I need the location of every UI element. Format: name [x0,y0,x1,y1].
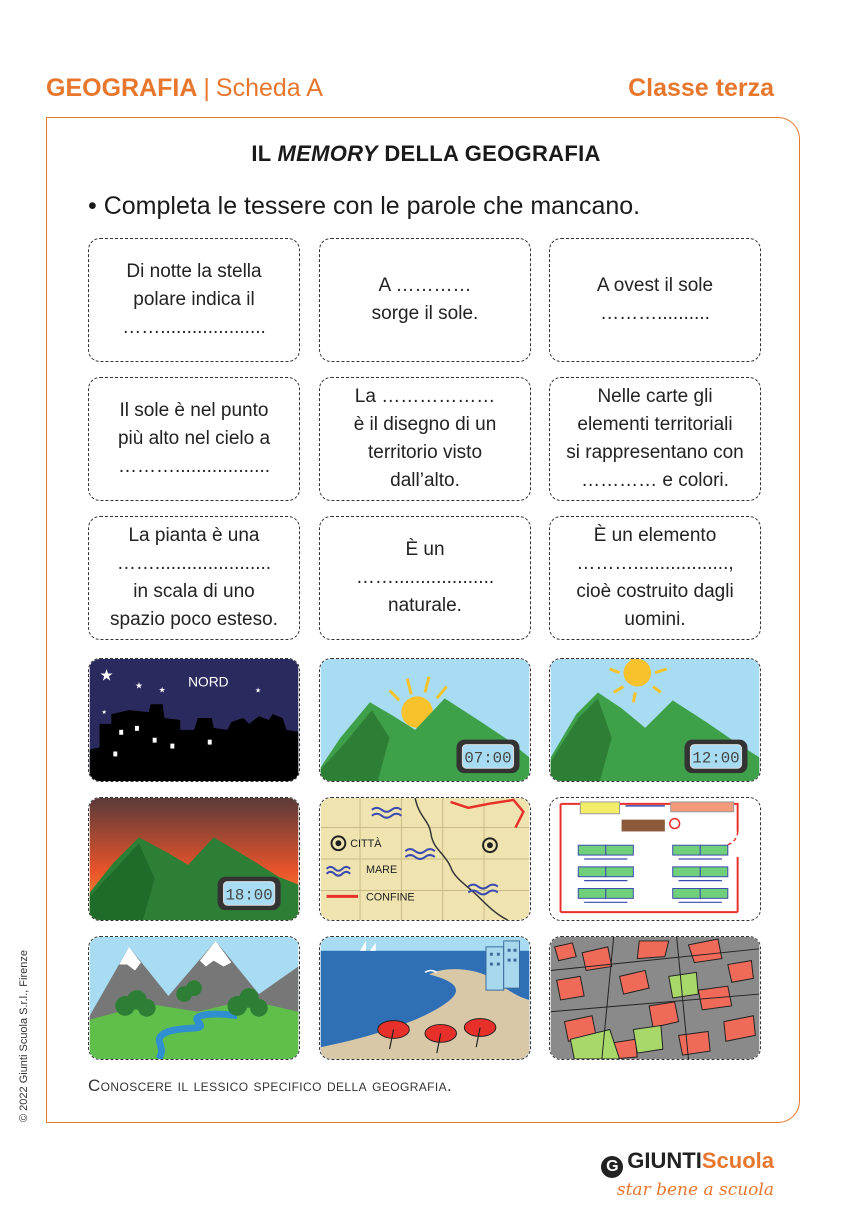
word-card-8: È un ……................... naturale. [319,516,531,640]
svg-text:★: ★ [255,687,262,695]
picture-card-mountains [88,936,300,1060]
subject-name: GEOGRAFIA [46,74,198,102]
picture-card-noon [549,658,761,782]
clock-noon: 12:00 [692,749,740,768]
sheet-name: Scheda A [215,74,323,102]
sunset-illustration [89,798,299,920]
page-title: IL MEMORY DELLA GEOGRAFIA [251,141,601,166]
copyright-notice: © 2022 Giunti Scuola S.r.l., Firenze [18,950,30,1122]
legend-city: CITTÀ [350,838,382,851]
picture-card-beach [319,936,531,1060]
noon-illustration [550,659,760,781]
brand-name-part1: GIUNTI [627,1148,702,1173]
word-card-9: È un elemento ……….................., cioè costruito dagli uomini. [549,516,761,640]
svg-text:★: ★ [101,710,107,717]
word-card-2: A ………… sorge il sole. [319,238,531,362]
header-subject [46,74,323,103]
brand-logo [601,1148,774,1200]
word-card-1: Di notte la stella polare indica il …….................... [88,238,300,362]
nord-label: NORD [188,674,229,690]
svg-text:★: ★ [158,685,166,695]
picture-card-city-map [549,936,761,1060]
svg-text:★: ★ [99,667,114,685]
city-map-illustration [550,937,760,1059]
clock-evening: 18:00 [225,886,273,905]
giunti-g-icon: G [601,1156,623,1178]
picture-card-floor-plan [549,797,761,921]
night-city-illustration [89,659,299,781]
grade-label: Classe terza [628,74,774,102]
picture-card-sunset [88,797,300,921]
clock-morning: 07:00 [464,749,512,768]
learning-objective: Conoscere il lessico specifico della geografia. [88,1076,453,1095]
word-card-5: La ……………… è il disegno di un territorio visto dall’alto. [319,377,531,501]
svg-text:★: ★ [134,680,143,691]
brand-tagline: star bene a scuola [616,1180,774,1200]
instruction-text: • Completa le tessere con le parole che mancano. [88,192,641,220]
sunrise-illustration [320,659,530,781]
picture-card-night-north [88,658,300,782]
map-legend-illustration [320,798,530,920]
legend-sea: MARE [365,863,398,876]
word-card-3: A ovest il sole ……….......... [549,238,761,362]
floor-plan-illustration [550,798,760,920]
header-separator: | [203,74,210,102]
legend-border: CONFINE [365,891,415,904]
picture-card-sunrise [319,658,531,782]
brand-name-part2: Scuola [701,1148,774,1173]
beach-illustration [320,937,530,1059]
word-card-4: Il sole è nel punto più alto nel cielo a ……….................. [88,377,300,501]
title-italic: MEMORY [277,141,378,166]
picture-card-map-legend [319,797,531,921]
word-card-6: Nelle carte gli elementi territoriali si rappresentano con ………… e colori. [549,377,761,501]
mountain-landscape-illustration [89,937,299,1059]
word-card-7: La pianta è una ……...................... in scala di uno spazio poco esteso. [88,516,300,640]
